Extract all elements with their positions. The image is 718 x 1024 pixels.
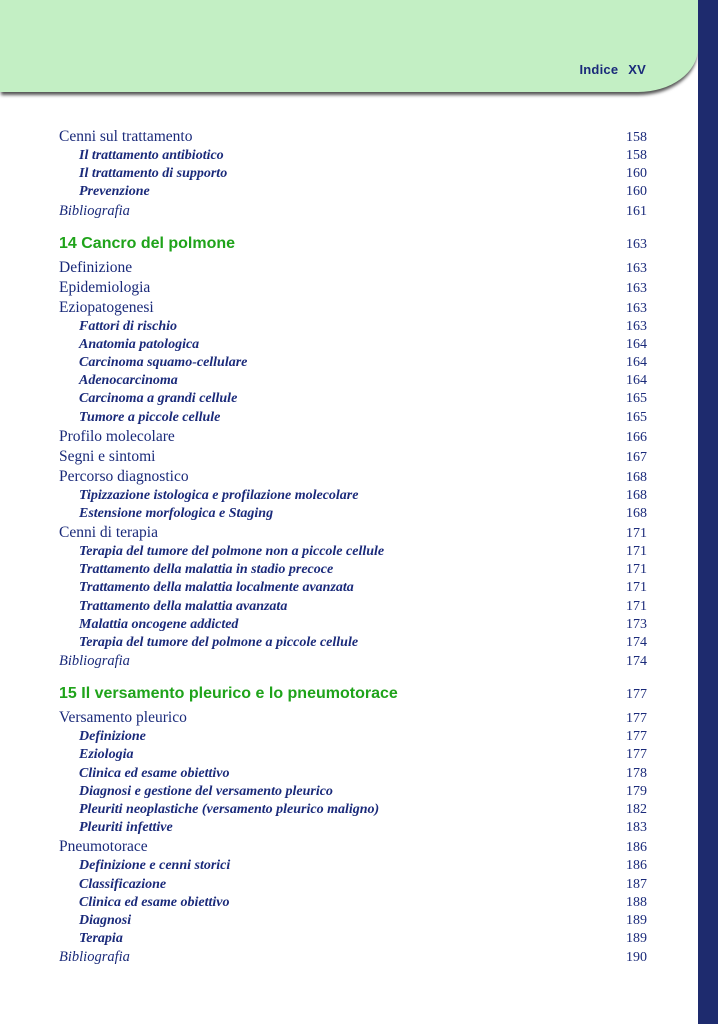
toc-entry-page: 163 (626, 300, 647, 316)
toc-entry-title: Il trattamento di supporto (79, 166, 228, 182)
toc-subsection[interactable] (59, 183, 647, 201)
toc-entry-page: 171 (626, 526, 647, 542)
running-header-section: Indice (579, 62, 619, 77)
toc-entry-page: 168 (626, 505, 647, 521)
toc-entry-title: Malattia oncogene addicted (79, 616, 239, 632)
toc-entry-page: 179 (626, 783, 647, 799)
toc-subsection[interactable] (59, 318, 647, 336)
table-of-contents (59, 127, 647, 967)
toc-entry-title: Cenni di terapia (59, 524, 158, 542)
toc-entry-page: 160 (626, 184, 647, 200)
toc-subsection[interactable] (59, 616, 647, 634)
toc-entry-page: 187 (626, 876, 647, 892)
toc-entry-title: Tumore a piccole cellule (79, 409, 221, 425)
toc-entry-title: Estensione morfologica e Staging (79, 505, 274, 521)
toc-entry-title: Adenocarcinoma (79, 373, 178, 389)
toc-entry-title: Terapia del tumore del polmone non a piccole cellule (79, 544, 385, 560)
toc-entry-title: Trattamento della malattia localmente avanzata (79, 580, 354, 596)
toc-entry-title: Bibliografia (59, 653, 130, 670)
toc-entry-page: 190 (626, 950, 647, 966)
toc-subsection[interactable] (59, 857, 647, 875)
toc-entry-page: 177 (626, 729, 647, 745)
toc-subsection[interactable] (59, 390, 647, 408)
toc-subsection[interactable] (59, 336, 647, 354)
toc-entry-page: 167 (626, 449, 647, 465)
toc-subsection[interactable] (59, 409, 647, 427)
toc-entry-title: Terapia del tumore del polmone a piccole cellule (79, 635, 359, 650)
toc-entry-title: Carcinoma a grandi cellule (79, 391, 238, 407)
toc-subsection[interactable] (59, 487, 647, 505)
toc-entry-page: 186 (626, 840, 647, 856)
toc-entry-page: 178 (626, 765, 647, 781)
toc-entry-title: Diagnosi (79, 912, 132, 928)
toc-subsection[interactable] (59, 746, 647, 764)
toc-subsection[interactable] (59, 147, 647, 165)
toc-entry-page: 183 (626, 820, 647, 836)
toc-subsection[interactable] (59, 354, 647, 372)
toc-chapter[interactable] (59, 682, 647, 706)
toc-subsection[interactable] (59, 801, 647, 819)
toc-section[interactable] (59, 127, 647, 147)
toc-entry-page: 173 (626, 616, 647, 632)
toc-entry-title: Clinica ed esame obiettivo (79, 765, 230, 781)
toc-subsection[interactable] (59, 930, 647, 948)
page-number: XV (628, 62, 646, 77)
toc-entry-page: 164 (626, 336, 647, 352)
toc-bibliography[interactable] (59, 652, 647, 671)
toc-entry-title: Eziologia (79, 747, 134, 763)
toc-section[interactable] (59, 427, 647, 447)
toc-entry-title: Tipizzazione istologica e profilazione molecolare (79, 487, 359, 503)
toc-entry-page: 158 (626, 148, 647, 163)
toc-section[interactable] (59, 837, 647, 857)
toc-entry-title: Cenni sul trattamento (59, 128, 193, 145)
toc-subsection[interactable] (59, 728, 647, 746)
toc-entry-title: 14 Cancro del polmone (59, 234, 236, 252)
toc-entry-page: 171 (626, 598, 647, 614)
toc-entry-page: 164 (626, 373, 647, 389)
toc-entry-page: 165 (626, 391, 647, 407)
toc-entry-page: 188 (626, 894, 647, 910)
toc-entry-title: Epidemiologia (59, 278, 151, 296)
toc-entry-title: Bibliografia (59, 202, 130, 219)
toc-entry-title: Segni e sintomi (59, 447, 156, 465)
toc-subsection[interactable] (59, 598, 647, 616)
toc-entry-page: 163 (626, 260, 647, 276)
toc-entry-page: 189 (626, 912, 647, 928)
toc-entry-page: 177 (626, 711, 647, 727)
toc-entry-title: Clinica ed esame obiettivo (79, 894, 230, 910)
toc-section[interactable] (59, 258, 647, 278)
toc-subsection[interactable] (59, 561, 647, 579)
toc-entry-page: 177 (626, 687, 647, 703)
toc-entry-title: Trattamento della malattia avanzata (79, 598, 288, 614)
toc-subsection[interactable] (59, 579, 647, 597)
toc-section[interactable] (59, 708, 647, 728)
toc-subsection[interactable] (59, 912, 647, 930)
toc-subsection[interactable] (59, 372, 647, 390)
toc-entry-page: 186 (626, 858, 647, 874)
toc-entry-title: Versamento pleurico (59, 709, 187, 727)
toc-subsection[interactable] (59, 783, 647, 801)
toc-entry-title: Pleuriti infettive (79, 820, 173, 836)
toc-entry-page: 161 (626, 203, 647, 219)
toc-entry-title: Profilo molecolare (59, 427, 175, 445)
toc-entry-title: Definizione (79, 729, 146, 745)
toc-entry-title: Definizione e cenni storici (79, 858, 231, 874)
toc-subsection[interactable] (59, 876, 647, 894)
toc-entry-title: Pleuriti neoplastiche (versamento pleurico maligno) (79, 801, 380, 817)
toc-entry-title: Carcinoma squamo-cellulare (79, 354, 248, 370)
toc-entry-page: 168 (626, 487, 647, 503)
toc-bibliography[interactable] (59, 202, 647, 221)
toc-entry-page: 163 (626, 236, 647, 252)
toc-subsection[interactable] (59, 543, 647, 561)
toc-entry-page: 171 (626, 580, 647, 596)
toc-entry-title: Classificazione (79, 876, 167, 892)
toc-entry-title: Definizione (59, 258, 133, 276)
toc-section[interactable] (59, 447, 647, 467)
toc-entry-page: 189 (626, 931, 647, 947)
toc-entry-page: 171 (626, 562, 647, 578)
toc-chapter[interactable] (59, 232, 647, 256)
toc-entry-page: 158 (626, 130, 647, 145)
toc-entry-page: 168 (626, 469, 647, 485)
toc-entry-title: Anatomia patologica (79, 336, 200, 352)
header-band (0, 0, 698, 92)
toc-entry-title: Diagnosi e gestione del versamento pleurico (79, 783, 333, 799)
toc-entry-page: 165 (626, 409, 647, 425)
toc-subsection[interactable] (59, 819, 647, 837)
toc-entry-page: 166 (626, 429, 647, 445)
toc-entry-page: 177 (626, 747, 647, 763)
toc-section[interactable] (59, 523, 647, 543)
toc-subsection[interactable] (59, 165, 647, 183)
toc-bibliography[interactable] (59, 948, 647, 967)
toc-entry-title: Il trattamento antibiotico (79, 148, 224, 163)
toc-entry-page: 174 (626, 635, 647, 650)
toc-entry-page: 164 (626, 354, 647, 370)
side-bar (698, 0, 718, 1024)
toc-section[interactable] (59, 467, 647, 487)
toc-entry-page: 182 (626, 801, 647, 817)
toc-subsection[interactable] (59, 765, 647, 783)
toc-entry-title: Pneumotorace (59, 838, 148, 856)
toc-subsection[interactable] (59, 505, 647, 523)
toc-entry-title: Percorso diagnostico (59, 467, 189, 485)
running-header (579, 62, 646, 77)
toc-entry-title: Terapia (79, 931, 123, 947)
toc-entry-title: 15 Il versamento pleurico e lo pneumotorace (59, 685, 398, 703)
toc-subsection[interactable] (59, 894, 647, 912)
toc-entry-title: Trattamento della malattia in stadio precoce (79, 562, 334, 578)
toc-entry-title: Eziopatogenesi (59, 298, 154, 316)
toc-subsection[interactable] (59, 634, 647, 652)
toc-entry-page: 171 (626, 544, 647, 560)
toc-section[interactable] (59, 298, 647, 318)
toc-section[interactable] (59, 278, 647, 298)
toc-entry-title: Bibliografia (59, 949, 130, 966)
toc-entry-title: Prevenzione (79, 184, 150, 200)
toc-entry-page: 174 (626, 654, 647, 670)
toc-entry-title: Fattori di rischio (79, 318, 178, 334)
toc-entry-page: 163 (626, 318, 647, 334)
toc-entry-page: 160 (626, 166, 647, 182)
toc-entry-page: 163 (626, 280, 647, 296)
